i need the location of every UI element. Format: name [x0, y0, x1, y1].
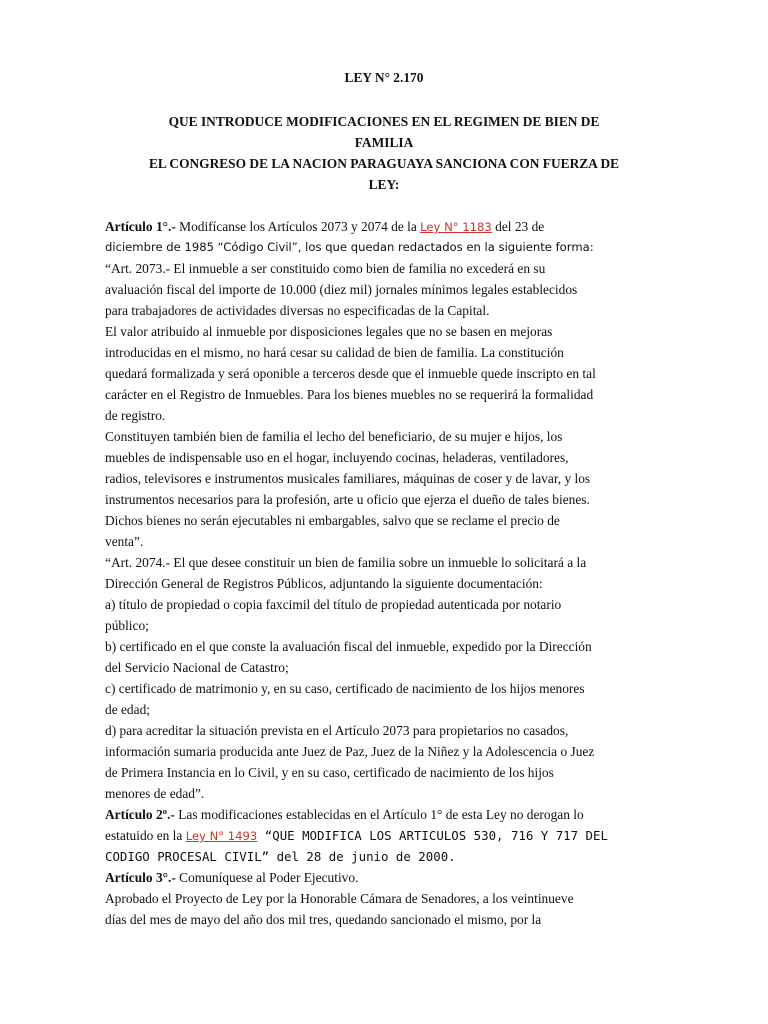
body-line: d) para acreditar la situación prevista en el Artículo 2073 para propietarios no casados,: [105, 723, 569, 738]
body-line: Constituyen también bien de familia el lecho del beneficiario, de su mujer e hijos, los: [105, 429, 563, 444]
law-subtitle-line-1: QUE INTRODUCE MODIFICACIONES EN EL REGIMEN DE BIEN DE: [168, 114, 600, 129]
decree-line-2: LEY:: [368, 177, 400, 192]
body-line: de edad;: [105, 702, 150, 717]
body-line: El valor atribuido al inmueble por disposiciones legales que no se basen en mejoras: [105, 324, 553, 339]
article-1-line-1: [105, 216, 665, 237]
article-1-line-2: diciembre de 1985 “Código Civil”, los que quedan redactados en la siguiente forma:: [105, 240, 594, 254]
body-line: b) certificado en el que conste la avaluación fiscal del inmueble, expedido por la Dirección: [105, 639, 592, 654]
ley-1493-link[interactable]: Ley N° 1493: [185, 829, 258, 843]
body-line: avaluación fiscal del importe de 10.000 (diez mil) jornales mínimos legales establecidos: [105, 282, 578, 297]
article-2-line-2: [105, 825, 665, 846]
article-2-text-start: estatuido en la: [105, 828, 186, 843]
body-line: menores de edad”.: [105, 786, 205, 801]
body-line: quedará formalizada y será oponible a terceros desde que el inmueble quede inscripto en tal: [105, 366, 596, 381]
law-title: LEY N° 2.170: [344, 70, 424, 85]
article-2-text: Las modificaciones establecidas en el Artículo 1° de esta Ley no derogan lo: [174, 807, 584, 822]
article-2-line-1: [105, 804, 665, 825]
body-line: del Servicio Nacional de Catastro;: [105, 660, 289, 675]
body-line: de Primera Instancia en lo Civil, y en su caso, certificado de nacimiento de los hijos: [105, 765, 554, 780]
article-1-text-end: del 23 de: [491, 219, 545, 234]
closing-line: Aprobado el Proyecto de Ley por la Honorable Cámara de Senadores, a los veintinueve: [105, 891, 574, 906]
article-2-quoted-title: “QUE MODIFICA LOS ARTICULOS 530, 716 Y 717 DEL: [257, 828, 608, 843]
body-line: introducidas en el mismo, no hará cesar su calidad de bien de familia. La constitución: [105, 345, 564, 360]
body-line: “Art. 2073.- El inmueble a ser constituido como bien de familia no excederá en su: [105, 261, 546, 276]
body-line: para trabajadores de actividades diversas no especificadas de la Capital.: [105, 303, 490, 318]
body-line: de registro.: [105, 408, 166, 423]
article-3-label: Artículo 3°.-: [105, 870, 176, 885]
body-line: público;: [105, 618, 149, 633]
body-line: c) certificado de matrimonio y, en su caso, certificado de nacimiento de los hijos menores: [105, 681, 585, 696]
article-2-line-3: CODIGO PROCESAL CIVIL” del 28 de junio de 2000.: [105, 849, 456, 864]
body-line: a) título de propiedad o copia faxcimil del título de propiedad autenticada por notario: [105, 597, 562, 612]
closing-line: días del mes de mayo del año dos mil tres, quedando sancionado el mismo, por la: [105, 912, 542, 927]
decree-line-1: EL CONGRESO DE LA NACION PARAGUAYA SANCIONA CON FUERZA DE: [148, 156, 620, 171]
body-line: venta”.: [105, 534, 144, 549]
article-2-label: Artículo 2º.-: [105, 807, 175, 822]
ley-1183-link[interactable]: Ley N° 1183: [420, 220, 492, 234]
body-line: información sumaria producida ante Juez de Paz, Juez de la Niñez y la Adolescencia o Juez: [105, 744, 595, 759]
body-line: Dirección General de Registros Públicos, adjuntando la siguiente documentación:: [105, 576, 543, 591]
body-line: muebles de indispensable uso en el hogar, incluyendo cocinas, heladeras, ventiladores,: [105, 450, 569, 465]
body-line: “Art. 2074.- El que desee constituir un bien de familia sobre un inmueble lo solicitará a la: [105, 555, 587, 570]
article-3-line: [105, 867, 665, 888]
article-1-text: Modifícanse los Artículos 2073 y 2074 de la: [175, 219, 421, 234]
body-line: instrumentos necesarios para la profesión, arte u oficio que ejerza el dueño de tales bienes.: [105, 492, 590, 507]
law-subtitle-line-2: FAMILIA: [354, 135, 414, 150]
article-1-label: Artículo 1°.-: [105, 219, 176, 234]
body-line: radios, televisores e instrumentos musicales familiares, máquinas de coser y de lavar, y los: [105, 471, 591, 486]
body-line: Dichos bienes no serán ejecutables ni embargables, salvo que se reclame el precio de: [105, 513, 560, 528]
article-3-text: Comuníquese al Poder Ejecutivo.: [175, 870, 359, 885]
body-line: carácter en el Registro de Inmuebles. Para los bienes muebles no se requerirá la formalidad: [105, 387, 594, 402]
